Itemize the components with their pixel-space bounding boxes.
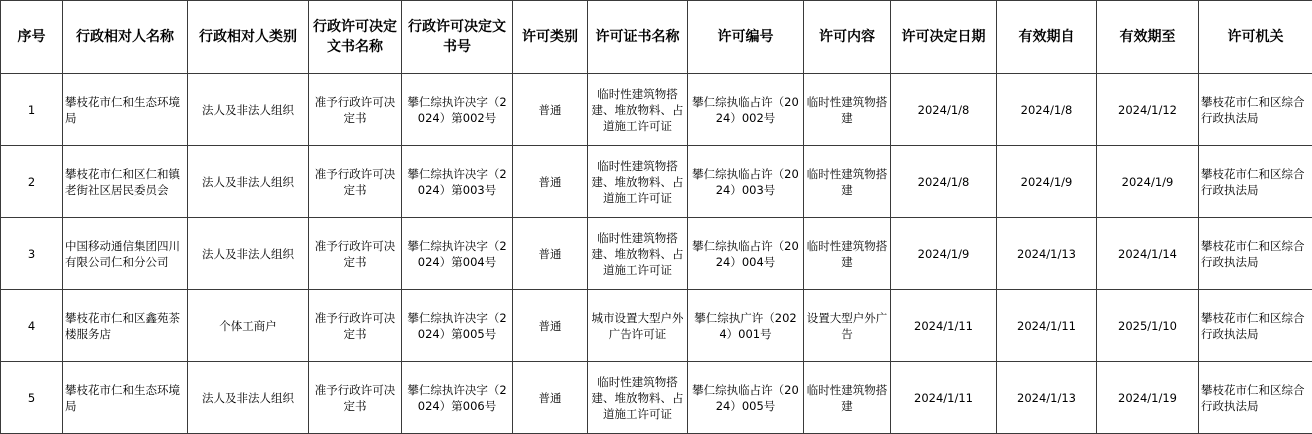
cell-content: 临时性建筑物搭建 xyxy=(804,146,891,218)
cell-permit-no: 攀仁综执临占许（2024）005号 xyxy=(688,362,804,434)
cell-party-name: 中国移动通信集团四川有限公司仁和分公司 xyxy=(63,218,188,290)
cell-valid-from: 2024/1/9 xyxy=(997,146,1097,218)
cell-valid-from: 2024/1/13 xyxy=(997,362,1097,434)
header-cert-name: 许可证书名称 xyxy=(588,1,688,74)
cell-seq: 3 xyxy=(1,218,63,290)
header-authority: 许可机关 xyxy=(1199,1,1312,74)
cell-seq: 2 xyxy=(1,146,63,218)
cell-seq: 1 xyxy=(1,74,63,146)
table-header xyxy=(1,1,1312,74)
cell-doc-name: 准予行政许可决定书 xyxy=(309,218,402,290)
cell-seq: 4 xyxy=(1,290,63,362)
cell-party-type: 法人及非法人组织 xyxy=(188,218,309,290)
header-doc-name: 行政许可决定文书名称 xyxy=(309,1,402,74)
cell-category: 普通 xyxy=(513,218,588,290)
header-valid-to: 有效期至 xyxy=(1097,1,1199,74)
cell-valid-to: 2025/1/10 xyxy=(1097,290,1199,362)
cell-authority: 攀枝花市仁和区综合行政执法局 xyxy=(1199,290,1312,362)
cell-content: 设置大型户外广告 xyxy=(804,290,891,362)
header-content: 许可内容 xyxy=(804,1,891,74)
header-party-name: 行政相对人名称 xyxy=(63,1,188,74)
cell-category: 普通 xyxy=(513,290,588,362)
header-valid-from: 有效期自 xyxy=(997,1,1097,74)
cell-party-name: 攀枝花市仁和生态环境局 xyxy=(63,74,188,146)
cell-authority: 攀枝花市仁和区综合行政执法局 xyxy=(1199,218,1312,290)
cell-valid-to: 2024/1/19 xyxy=(1097,362,1199,434)
header-party-type: 行政相对人类别 xyxy=(188,1,309,74)
table-row xyxy=(1,146,1312,218)
table-row xyxy=(1,362,1312,434)
cell-permit-no: 攀仁综执临占许（2024）002号 xyxy=(688,74,804,146)
cell-doc-no: 攀仁综执许决字（2024）第006号 xyxy=(402,362,513,434)
cell-cert-name: 临时性建筑物搭建、堆放物料、占道施工许可证 xyxy=(588,218,688,290)
cell-content: 临时性建筑物搭建 xyxy=(804,74,891,146)
table-row xyxy=(1,74,1312,146)
cell-cert-name: 城市设置大型户外广告许可证 xyxy=(588,290,688,362)
cell-party-name: 攀枝花市仁和区仁和镇老街社区居民委员会 xyxy=(63,146,188,218)
cell-party-type: 法人及非法人组织 xyxy=(188,146,309,218)
cell-decision-date: 2024/1/9 xyxy=(891,218,997,290)
cell-decision-date: 2024/1/8 xyxy=(891,146,997,218)
cell-party-name: 攀枝花市仁和区鑫苑茶楼服务店 xyxy=(63,290,188,362)
cell-doc-name: 准予行政许可决定书 xyxy=(309,290,402,362)
cell-content: 临时性建筑物搭建 xyxy=(804,362,891,434)
cell-doc-name: 准予行政许可决定书 xyxy=(309,362,402,434)
cell-permit-no: 攀仁综执临占许（2024）004号 xyxy=(688,218,804,290)
cell-party-type: 法人及非法人组织 xyxy=(188,74,309,146)
cell-cert-name: 临时性建筑物搭建、堆放物料、占道施工许可证 xyxy=(588,74,688,146)
table-row xyxy=(1,218,1312,290)
cell-valid-from: 2024/1/11 xyxy=(997,290,1097,362)
cell-authority: 攀枝花市仁和区综合行政执法局 xyxy=(1199,362,1312,434)
cell-doc-no: 攀仁综执许决字（2024）第004号 xyxy=(402,218,513,290)
cell-authority: 攀枝花市仁和区综合行政执法局 xyxy=(1199,146,1312,218)
header-doc-no: 行政许可决定文书号 xyxy=(402,1,513,74)
cell-doc-no: 攀仁综执许决字（2024）第005号 xyxy=(402,290,513,362)
cell-content: 临时性建筑物搭建 xyxy=(804,218,891,290)
table-body xyxy=(1,74,1312,434)
cell-cert-name: 临时性建筑物搭建、堆放物料、占道施工许可证 xyxy=(588,146,688,218)
cell-party-type: 法人及非法人组织 xyxy=(188,362,309,434)
cell-decision-date: 2024/1/11 xyxy=(891,290,997,362)
cell-decision-date: 2024/1/11 xyxy=(891,362,997,434)
cell-authority: 攀枝花市仁和区综合行政执法局 xyxy=(1199,74,1312,146)
cell-category: 普通 xyxy=(513,74,588,146)
cell-valid-from: 2024/1/8 xyxy=(997,74,1097,146)
cell-category: 普通 xyxy=(513,146,588,218)
cell-valid-to: 2024/1/9 xyxy=(1097,146,1199,218)
cell-permit-no: 攀仁综执广许（2024）001号 xyxy=(688,290,804,362)
cell-doc-name: 准予行政许可决定书 xyxy=(309,74,402,146)
cell-valid-to: 2024/1/14 xyxy=(1097,218,1199,290)
cell-seq: 5 xyxy=(1,362,63,434)
cell-valid-from: 2024/1/13 xyxy=(997,218,1097,290)
cell-doc-name: 准予行政许可决定书 xyxy=(309,146,402,218)
cell-party-name: 攀枝花市仁和生态环境局 xyxy=(63,362,188,434)
cell-valid-to: 2024/1/12 xyxy=(1097,74,1199,146)
table-row xyxy=(1,290,1312,362)
cell-party-type: 个体工商户 xyxy=(188,290,309,362)
header-decision-date: 许可决定日期 xyxy=(891,1,997,74)
cell-category: 普通 xyxy=(513,362,588,434)
header-seq: 序号 xyxy=(1,1,63,74)
header-permit-no: 许可编号 xyxy=(688,1,804,74)
cell-decision-date: 2024/1/8 xyxy=(891,74,997,146)
cell-doc-no: 攀仁综执许决字（2024）第002号 xyxy=(402,74,513,146)
header-category: 许可类别 xyxy=(513,1,588,74)
cell-doc-no: 攀仁综执许决字（2024）第003号 xyxy=(402,146,513,218)
header-row xyxy=(1,1,1312,74)
cell-permit-no: 攀仁综执临占许（2024）003号 xyxy=(688,146,804,218)
cell-cert-name: 临时性建筑物搭建、堆放物料、占道施工许可证 xyxy=(588,362,688,434)
